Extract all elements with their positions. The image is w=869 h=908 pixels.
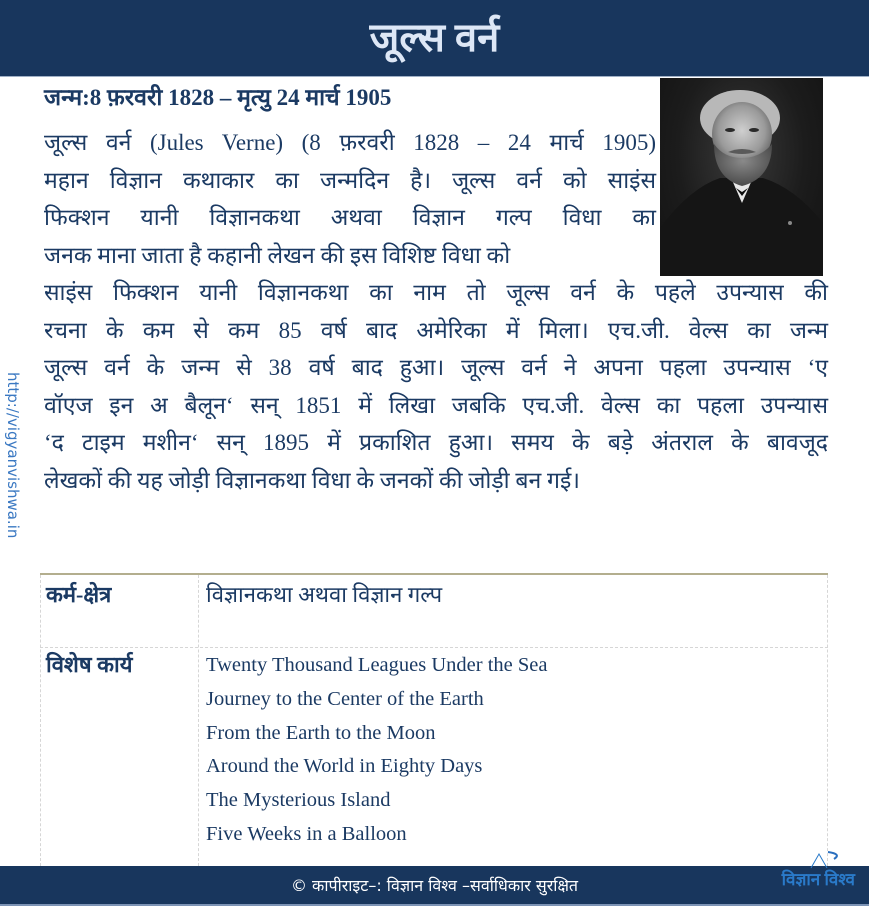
website-url-text: http://vigyanvishwa.in <box>4 372 22 539</box>
body-line: ‘द टाइम मशीन‘ सन् 1895 में प्रकाशित हुआ। समय के बड़े अंतराल के बावजूद <box>44 430 828 455</box>
list-item: The Mysterious Island <box>206 789 391 812</box>
table-column-divider <box>198 575 199 866</box>
birth-death-dates: जन्म:8 फ़रवरी 1828 – मृत्यु 24 मार्च 1905 <box>44 85 392 110</box>
body-line: जूल्स वर्न के जन्म से 38 वर्ष बाद हुआ। जूल्स वर्न ने अपना पहला उपन्यास ‘ए <box>44 355 828 380</box>
body-line: महान विज्ञान कथाकार का जन्मदिन है। जूल्स वर्न को साइंस <box>44 167 656 193</box>
website-link[interactable] <box>1 372 25 582</box>
body-line: साइंस फिक्शन यानी विज्ञानकथा का नाम तो जूल्स वर्न के पहले उपन्यास की <box>44 280 828 305</box>
table-border <box>827 575 828 866</box>
footer-bar <box>0 866 869 906</box>
list-item: Five Weeks in a Balloon <box>206 822 407 845</box>
field-label-work-area: कर्म-क्षेत्र <box>46 582 112 607</box>
copyright-text: © कापीराइट–: विज्ञान विश्व –सर्वाधिकार सुरक्षित <box>290 876 579 895</box>
site-logo[interactable]: विज्ञान विश्व <box>781 870 855 889</box>
body-line: वॉएज इन अ बैलून‘ सन् 1851 में लिखा जबकि एच.जी. वेल्स का पहला उपन्यास <box>44 392 828 418</box>
body-line: रचना के कम से कम 85 वर्ष बाद अमेरिका में मिला। एच.जी. वेल्स का जन्म <box>44 317 828 343</box>
body-line: जूल्स वर्न (Jules Verne) (8 फ़रवरी 1828 – 24 मार्च 1905) <box>44 130 656 155</box>
biography-text <box>44 124 828 499</box>
list-item: Twenty Thousand Leagues Under the Sea <box>206 654 548 676</box>
page-title: जूल्स वर्न <box>369 14 500 60</box>
notable-works-list <box>206 649 547 852</box>
table-row-divider <box>40 647 828 648</box>
body-line: जनक माना जाता है कहानी लेखन की इस विशिष्ट विधा को <box>44 242 511 268</box>
logo-peak-icon <box>809 836 829 870</box>
list-item: Around the World in Eighty Days <box>206 755 483 778</box>
field-label-notable-works: विशेष कार्य <box>46 652 133 677</box>
list-item: From the Earth to the Moon <box>206 721 436 744</box>
body-line: फिक्शन यानी विज्ञानकथा अथवा विज्ञान गल्प विधा का <box>44 205 656 230</box>
body-line: लेखकों की यह जोड़ी विज्ञानकथा विधा के जनकों की जोड़ी बन गई। <box>44 467 580 493</box>
header-bar <box>0 0 869 77</box>
logo-arc-icon <box>826 848 846 862</box>
field-value-work-area: विज्ञानकथा अथवा विज्ञान गल्प <box>206 582 443 607</box>
table-border <box>40 575 41 866</box>
info-table <box>40 573 828 866</box>
list-item: Journey to the Center of the Earth <box>206 687 484 710</box>
